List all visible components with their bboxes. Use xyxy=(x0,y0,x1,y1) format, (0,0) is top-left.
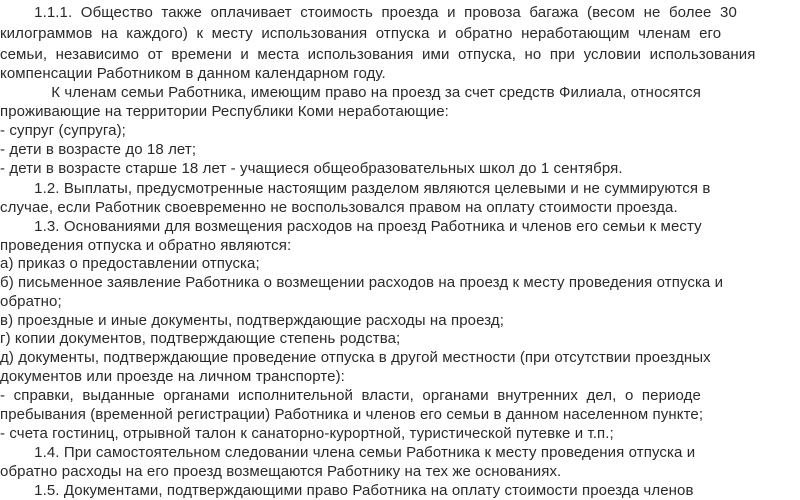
text-line: в) проездные и иные документы, подтверждающие расходы на проезд; xyxy=(0,312,504,329)
text-line: 1.5. Документами, подтверждающими право Работника на оплату стоимости проезда членов xyxy=(0,482,694,499)
text-line: пребывания (временной регистрации) Работника и членов его семьи в данном населенном пункте; xyxy=(0,406,704,423)
text-line: а) приказ о предоставлении отпуска; xyxy=(0,255,260,272)
text-line: 1.2. Выплаты, предусмотренные настоящим разделом являются целевыми и не суммируются в xyxy=(0,180,711,197)
text-line: 1.1.1. Общество также оплачивает стоимость проезда и провоза багажа (весом не более 30 xyxy=(0,4,737,21)
text-line: семьи, независимо от времени и места использования ими отпуска, но при условии использования xyxy=(0,46,756,63)
text-line: - счета гостиниц, отрывной талон к санаторно-курортной, туристической путевке и т.п.; xyxy=(0,425,614,442)
text-line: 1.4. При самостоятельном следовании члена семьи Работника к месту проведения отпуска и xyxy=(0,444,696,461)
text-line: - дети в возрасте до 18 лет; xyxy=(0,141,197,158)
text-line: обратно; xyxy=(0,293,62,310)
text-line: - супруг (супруга); xyxy=(0,122,126,139)
text-line: обратно расходы на его проезд возмещаются Работнику на тех же основаниях. xyxy=(0,463,562,480)
text-line: - дети в возрасте старше 18 лет - учащиеся общеобразовательных школ до 1 сентября. xyxy=(0,160,623,177)
text-line: К членам семьи Работника, имеющим право на проезд за счет средств Филиала, относятся xyxy=(0,84,701,101)
text-line: проживающие на территории Республики Коми неработающие: xyxy=(0,103,449,120)
text-line: килограммов на каждого) к месту использования отпуска и обратно неработающим членам его xyxy=(0,25,722,42)
text-line: проведения отпуска и обратно являются: xyxy=(0,237,292,254)
text-line: - справки, выданные органами исполнительной власти, органами внутренних дел, о периоде xyxy=(0,387,701,404)
text-line: документов или проезде на личном транспорте): xyxy=(0,368,345,385)
text-line: компенсации Работником в данном календарном году. xyxy=(0,65,386,82)
text-line: случае, если Работник своевременно не воспользовался правом на оплату стоимости проезда. xyxy=(0,199,678,216)
text-line: д) документы, подтверждающие проведение отпуска в другой местности (при отсутствии проездных xyxy=(0,349,711,366)
text-line: г) копии документов, подтверждающие степень родства; xyxy=(0,330,401,347)
text-line: 1.3. Основаниями для возмещения расходов на проезд Работника и членов его семьи к месту xyxy=(0,218,702,235)
text-line: б) письменное заявление Работника о возмещении расходов на проезд к месту проведения отпуска и xyxy=(0,274,724,291)
